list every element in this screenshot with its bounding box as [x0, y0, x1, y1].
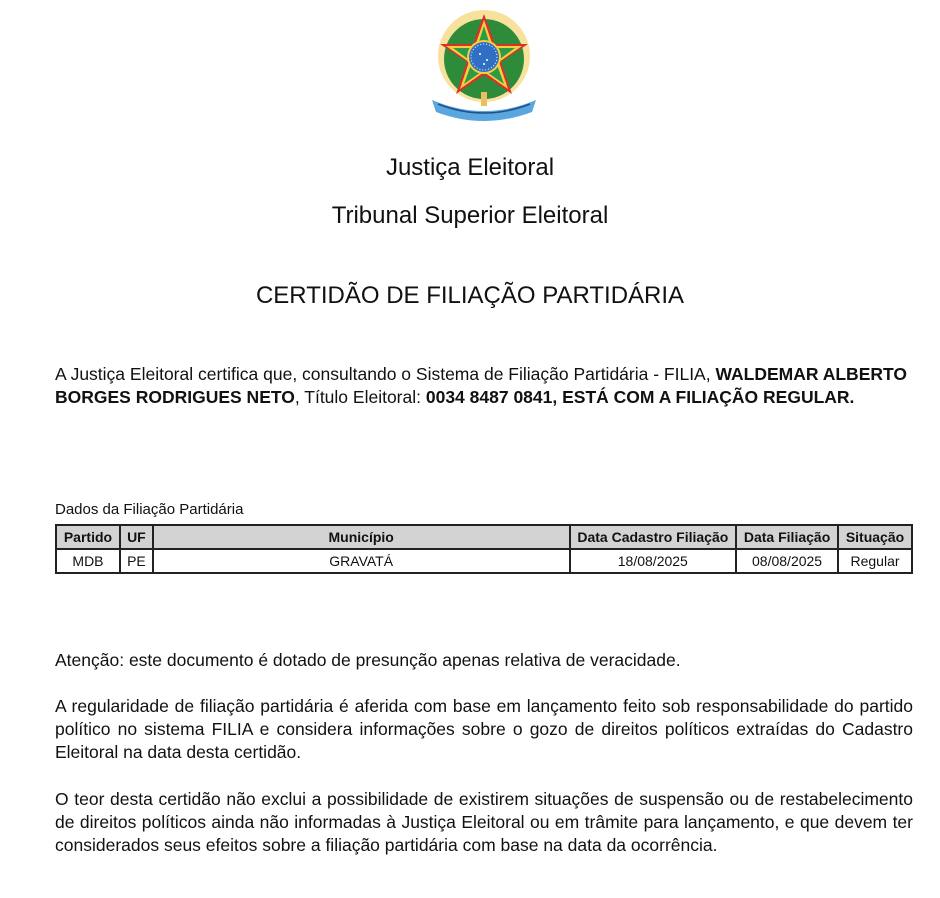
filiacao-table: [55, 524, 913, 574]
scope-note: O teor desta certidão não exclui a possibilidade de existirem situações de suspensão ou de restabelecimento de direitos políticos ainda não informadas à Justiça Eleitoral ou em trâmite para lançamento, e que devem ter considerados seus efeitos sobre a filiação partidária com base na data da ocorrência.: [55, 789, 913, 855]
voter-name: WALDEMAR ALBERTO BORGES RODRIGUES NETO: [55, 364, 907, 407]
header-data-filiacao: Data Filiação: [736, 525, 838, 549]
certification-statement: [55, 363, 913, 409]
court-name: Tribunal Superior Eleitoral: [331, 202, 609, 229]
regularity-note: A regularidade de filiação partidária é aferida com base em lançamento feito sob responsabilidade do partido político no sistema FILIA e considera informações sobre o gozo de direitos políticos extraídas do Cadastro Eleitoral na data desta certidão.: [55, 696, 913, 762]
org-name: Justiça Eleitoral: [385, 154, 555, 181]
titulo-label: , Título Eleitoral:: [294, 387, 426, 407]
certification-lead: A Justiça Eleitoral certifica que, consultando o Sistema de Filiação Partidária - FILIA,: [55, 364, 711, 384]
cell-uf: PE: [120, 549, 153, 573]
header-uf: UF: [120, 525, 153, 549]
cell-data-cadastro: 18/08/2025: [570, 549, 737, 573]
document-title: CERTIDÃO DE FILIAÇÃO PARTIDÁRIA: [255, 282, 685, 309]
filiacao-status: , ESTÁ COM A FILIAÇÃO REGULAR.: [552, 387, 855, 407]
table-caption: Dados da Filiação Partidária: [55, 501, 244, 518]
cell-situacao: Regular: [838, 549, 912, 573]
header-data-cadastro: Data Cadastro Filiação: [570, 525, 737, 549]
cell-partido: MDB: [56, 549, 120, 573]
cell-data-filiacao: 08/08/2025: [736, 549, 838, 573]
table-header-row: [56, 525, 912, 549]
table-row: [56, 549, 912, 573]
header-partido: Partido: [56, 525, 120, 549]
header-municipio: Município: [153, 525, 570, 549]
attention-note: Atenção: este documento é dotado de presunção apenas relativa de veracidade.: [55, 650, 681, 670]
header-situacao: Situação: [838, 525, 912, 549]
coat-of-arms-icon: [424, 4, 544, 124]
cell-municipio: GRAVATÁ: [153, 549, 570, 573]
titulo-eleitoral: 0034 8487 0841: [425, 387, 553, 407]
